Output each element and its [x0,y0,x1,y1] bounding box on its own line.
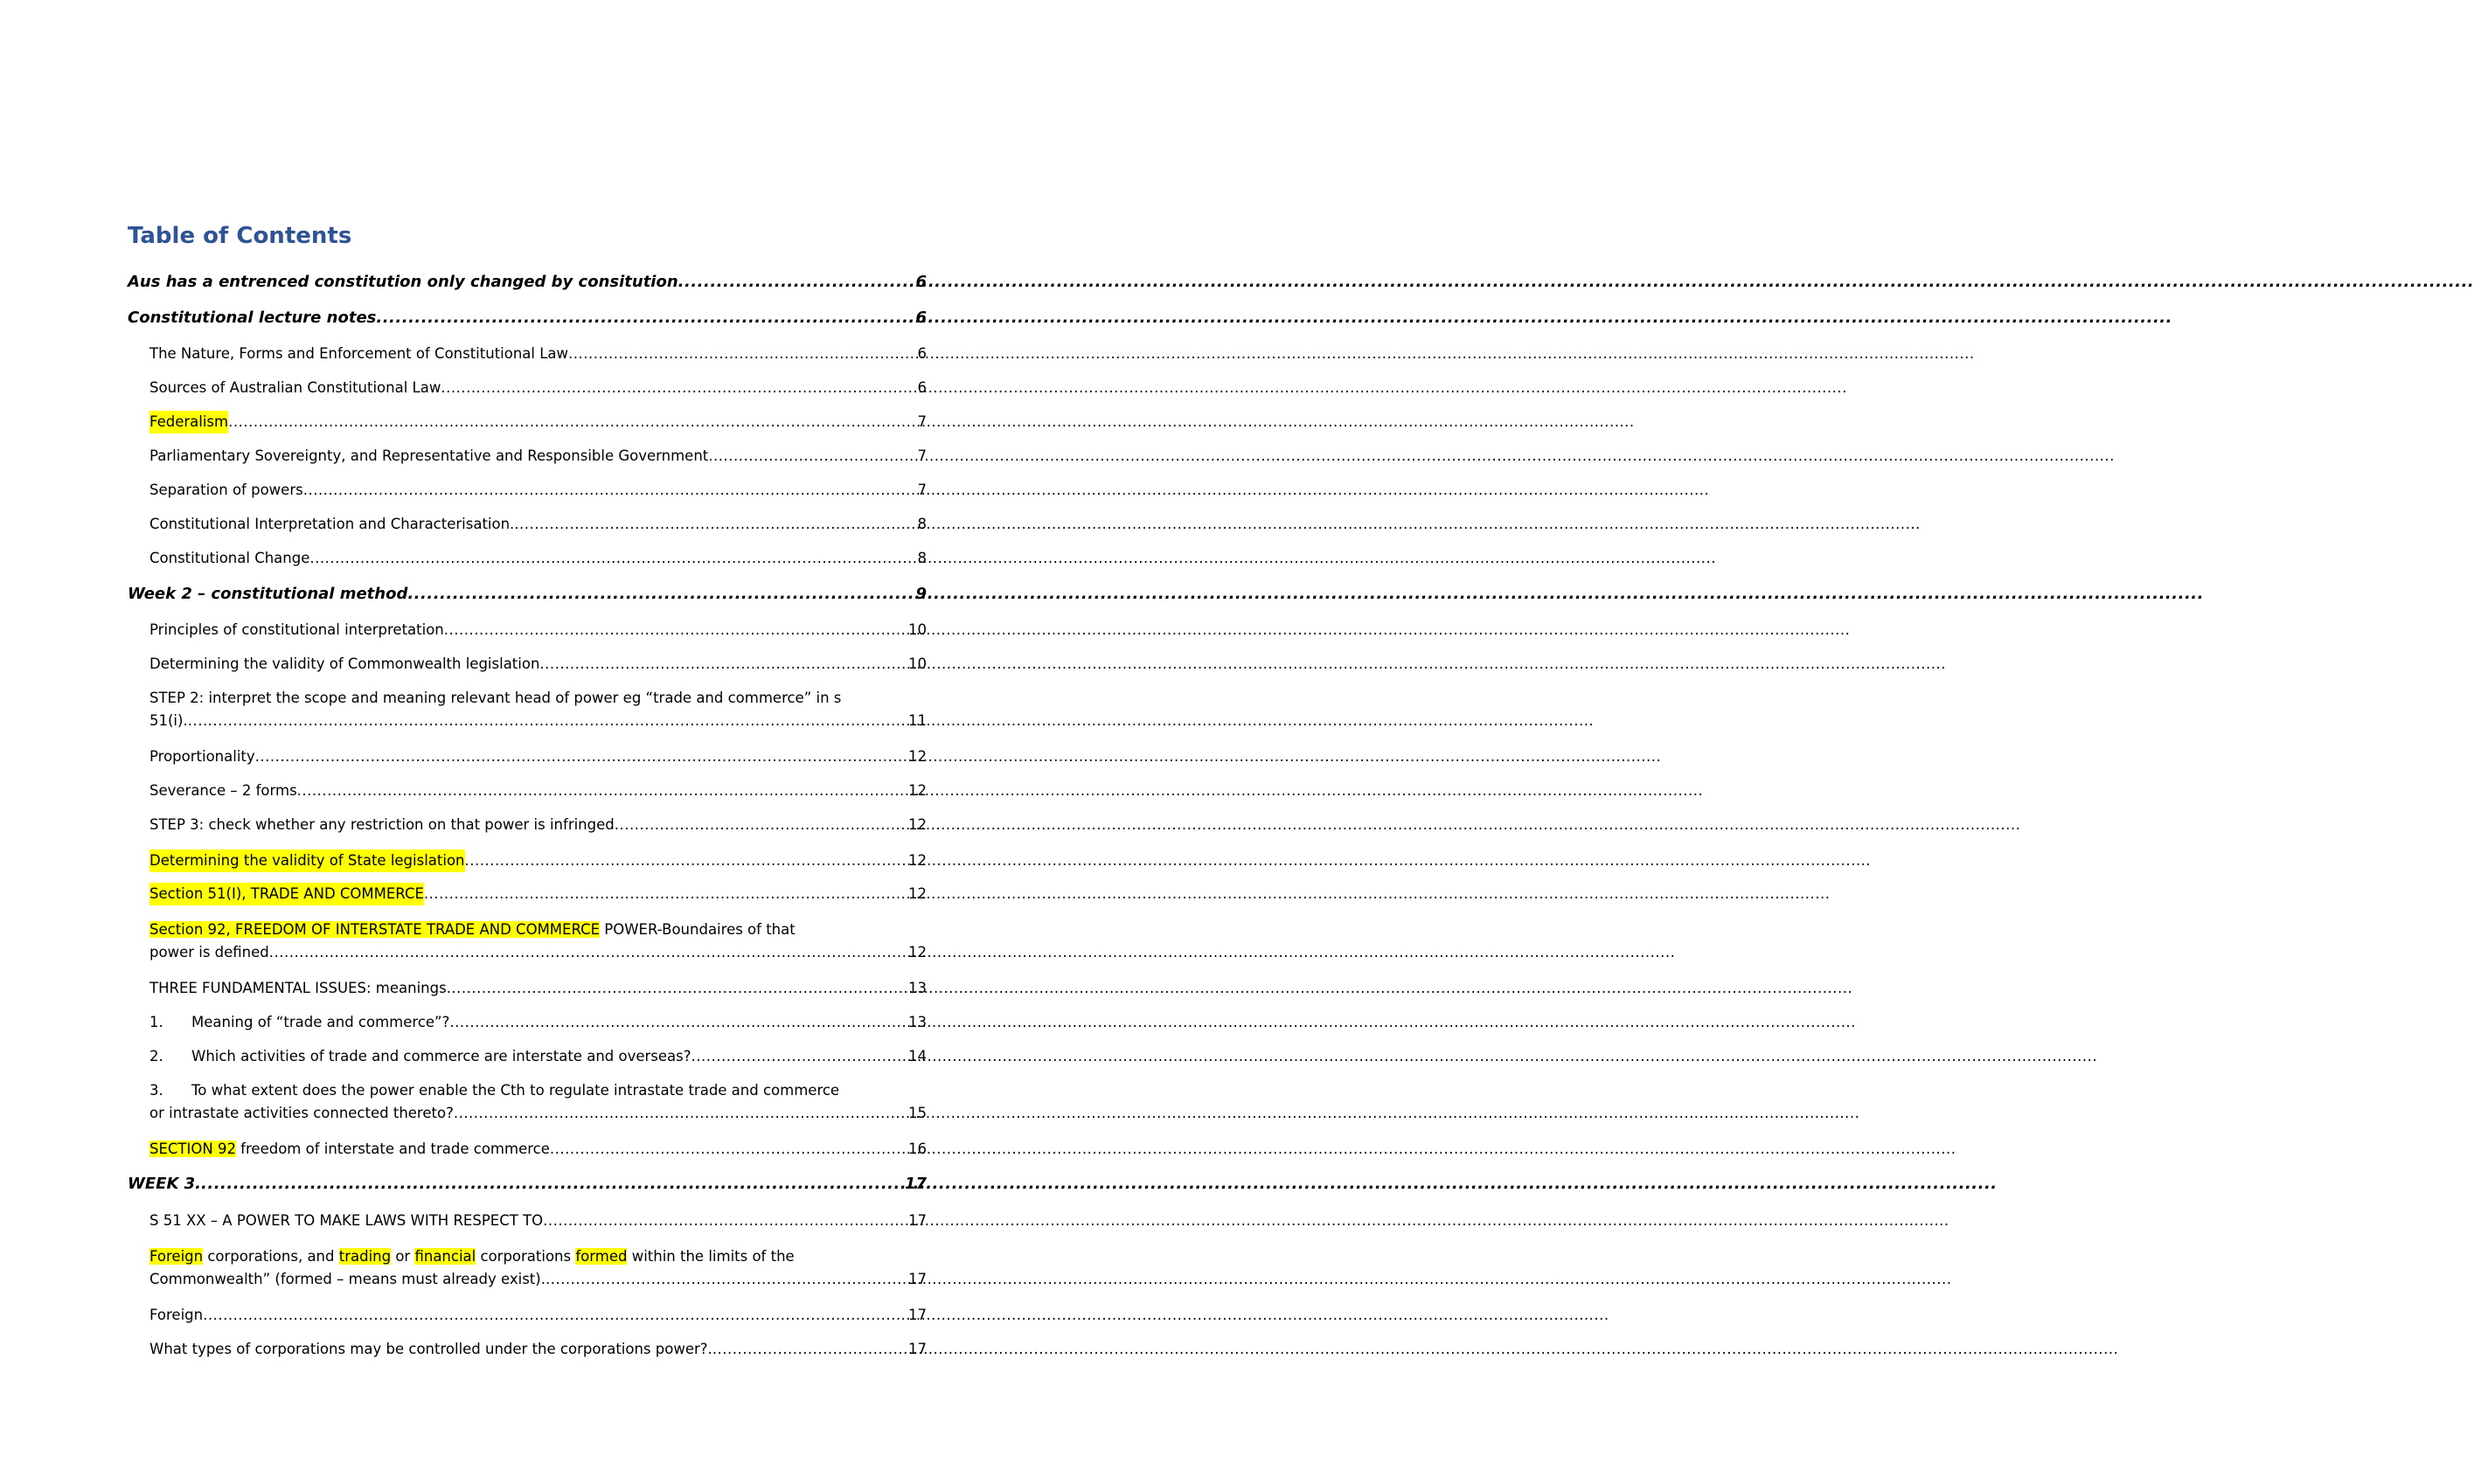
toc-entry[interactable] [149,547,927,570]
toc-entry[interactable] [149,479,927,502]
toc-page-number: 16 [908,1141,927,1157]
dot-leader [543,1210,907,1232]
toc-page-number: 6 [917,345,927,362]
highlighted-text: formed [575,1248,628,1265]
toc-entry-text-part: or [391,1248,415,1265]
highlighted-text: Section 92, FREEDOM OF INTERSTATE TRADE AND COMMERCE [149,921,601,938]
toc-page-number: 17 [904,1175,927,1193]
dot-leader [407,583,914,606]
toc-entry-text: THREE FUNDAMENTAL ISSUES: meanings [149,980,447,996]
toc-page-number: 9 [915,585,927,603]
dot-leader [539,653,907,676]
toc-page-number: 17 [908,1307,927,1323]
toc-entry[interactable] [128,1173,927,1196]
list-number: 1. [149,1014,163,1030]
toc-entry[interactable] [149,1304,927,1327]
list-number: 3. [149,1082,163,1099]
toc-entry-text: Separation of powers [149,482,303,498]
dot-leader [297,780,907,802]
toc-entry[interactable] [149,1338,927,1361]
dot-leader [546,1268,907,1291]
toc-page-number: 12 [908,852,927,869]
toc-page-number: 14 [908,1048,927,1064]
toc-entry[interactable] [149,977,927,1000]
toc-entry[interactable] [149,653,927,676]
toc-entry[interactable] [128,583,927,606]
dot-leader [188,710,907,732]
toc-entry[interactable] [149,1138,927,1161]
dot-leader [228,411,916,433]
toc-entry[interactable] [149,1045,927,1068]
toc-entry[interactable] [149,687,927,732]
toc-entry-text: S 51 XX – A POWER TO MAKE LAWS WITH RESPECT TO [149,1212,544,1229]
toc-entry[interactable] [128,271,927,294]
toc-page-number: 10 [908,655,927,672]
toc-entry-text: Constitutional lecture notes [128,309,377,327]
toc-entry-text: freedom of interstate and trade commerce [235,1141,550,1157]
toc-page-number: 6 [915,273,927,291]
toc-entry-text: Foreign [149,1307,204,1323]
toc-entry[interactable] [149,377,927,399]
toc-page-number: 10 [908,621,927,638]
list-number: 2. [149,1048,163,1064]
toc-entry[interactable] [149,780,927,802]
dot-leader [269,941,907,964]
toc-entry-text: Severance – 2 forms [149,782,297,799]
toc-entry-text: Meaning of “trade and commerce”? [191,1014,450,1030]
toc-entry[interactable] [149,411,927,433]
highlighted-text: trading [338,1248,392,1265]
toc-page-number: 6 [917,379,927,396]
dot-leader [309,547,916,570]
toc-entry-text: Federalism [149,411,228,433]
dot-leader [447,977,907,1000]
toc-entry-text: Sources of Australian Constitutional Law [149,379,441,396]
dot-leader [376,307,914,329]
toc-entry-text: STEP 3: check whether any restriction on that power is infringed [149,816,615,833]
dot-leader [568,343,916,365]
toc-entry[interactable] [149,343,927,365]
toc-page-number: 8 [917,516,927,532]
dot-leader [550,1138,907,1161]
toc-page-number: 7 [917,447,927,464]
dot-leader [449,1011,907,1034]
toc-page-number: 11 [908,712,927,729]
toc-page-number: 12 [908,944,927,960]
toc-entry-text: Proportionality [149,748,255,765]
dot-leader [678,271,915,294]
toc-page-number: 7 [917,482,927,498]
toc-entry[interactable] [149,445,927,468]
toc-page-number: 12 [908,748,927,765]
toc-page-number: 6 [915,309,927,327]
toc-entry-text: The Nature, Forms and Enforcement of Constitutional Law [149,345,569,362]
dot-leader [514,513,916,536]
toc-entry-text-part: corporations [476,1248,576,1265]
dot-leader [691,1045,908,1068]
toc-entry-text: Aus has a entrenced constitution only changed by consitution [128,273,678,291]
toc-entry-text: Which activities of trade and commerce are interstate and overseas? [191,1048,691,1064]
toc-page-number: 13 [908,980,927,996]
toc-entry[interactable] [149,1210,927,1232]
dot-leader [712,1338,907,1361]
toc-entry-text: Commonwealth” (formed – means must already exist). [149,1271,546,1287]
toc-page-number: 15 [908,1105,927,1121]
toc-page-number: 12 [908,816,927,833]
toc-entry-text: Week 2 – constitutional method [128,585,408,603]
toc-entry-text: Constitutional Interpretation and Characterisation. [149,516,515,532]
toc-page-number: 13 [908,1014,927,1030]
dot-leader [203,1304,907,1327]
toc-entry[interactable] [149,745,927,768]
toc-entry[interactable] [149,1245,927,1291]
dot-leader [303,479,917,502]
toc-page-number: 7 [917,413,927,430]
dot-leader [441,377,916,399]
toc-page-number: 12 [908,885,927,902]
toc-entry[interactable] [149,919,927,964]
toc-page-number: 12 [908,782,927,799]
toc-entry[interactable] [149,513,927,536]
highlighted-text: SECTION 92 [149,1141,236,1157]
toc-entry-text: Determining the validity of State legislation [149,849,465,872]
toc-entry[interactable] [149,1079,927,1125]
toc-entry-text-line1: STEP 2: interpret the scope and meaning relevant head of power eg “trade and commerce” in s [149,690,842,706]
toc-entry-text: Principles of constitutional interpretation [149,621,444,638]
toc-entry-text: Determining the validity of Commonwealth legislation [149,655,540,672]
toc-page-number: 17 [908,1212,927,1229]
highlighted-text: financial [414,1248,476,1265]
toc-entry[interactable] [149,814,927,836]
toc-entry[interactable] [149,619,927,641]
toc-entry-text: or intrastate activities connected thereto? [149,1105,454,1121]
document-page [0,0,1049,1484]
toc-entry[interactable] [149,883,927,905]
toc-page-number: 17 [908,1271,927,1287]
dot-leader [465,849,907,872]
toc-entry-text-part: corporations, and [203,1248,339,1265]
toc-entry-text: Section 51(I), TRADE AND COMMERCE [149,883,424,905]
toc-entry-text: Parliamentary Sovereignty, and Representative and Responsible Government [149,447,709,464]
dot-leader [255,745,907,768]
toc-entry-text: 51(i). [149,712,188,729]
toc-entry[interactable] [149,849,927,872]
toc-entry[interactable] [128,307,927,329]
toc-entry-text-line1: To what extent does the power enable the Cth to regulate intrastate trade and commerce [191,1082,840,1099]
toc-entry[interactable] [149,1011,927,1034]
toc-entry-text: WEEK 3. [128,1175,202,1193]
toc-entry-text-part: within the limits of the [627,1248,795,1265]
dot-leader [615,814,907,836]
dot-leader [708,445,916,468]
toc-entry-text: power is defined [149,944,269,960]
toc-entry-text: What types of corporations may be controlled under the corporations power?. [149,1341,712,1357]
toc-entry-text-line1: POWER-Boundaires of that [600,921,796,938]
dot-leader [444,619,907,641]
dot-leader [424,883,907,905]
highlighted-text: Foreign [149,1248,204,1265]
toc-page-number: 8 [917,550,927,566]
toc-page-number: 17 [908,1341,927,1357]
toc-title: Table of Contents [128,223,352,249]
toc-entry-text: Constitutional Change [149,550,310,566]
dot-leader [201,1173,904,1196]
dot-leader [454,1102,907,1125]
